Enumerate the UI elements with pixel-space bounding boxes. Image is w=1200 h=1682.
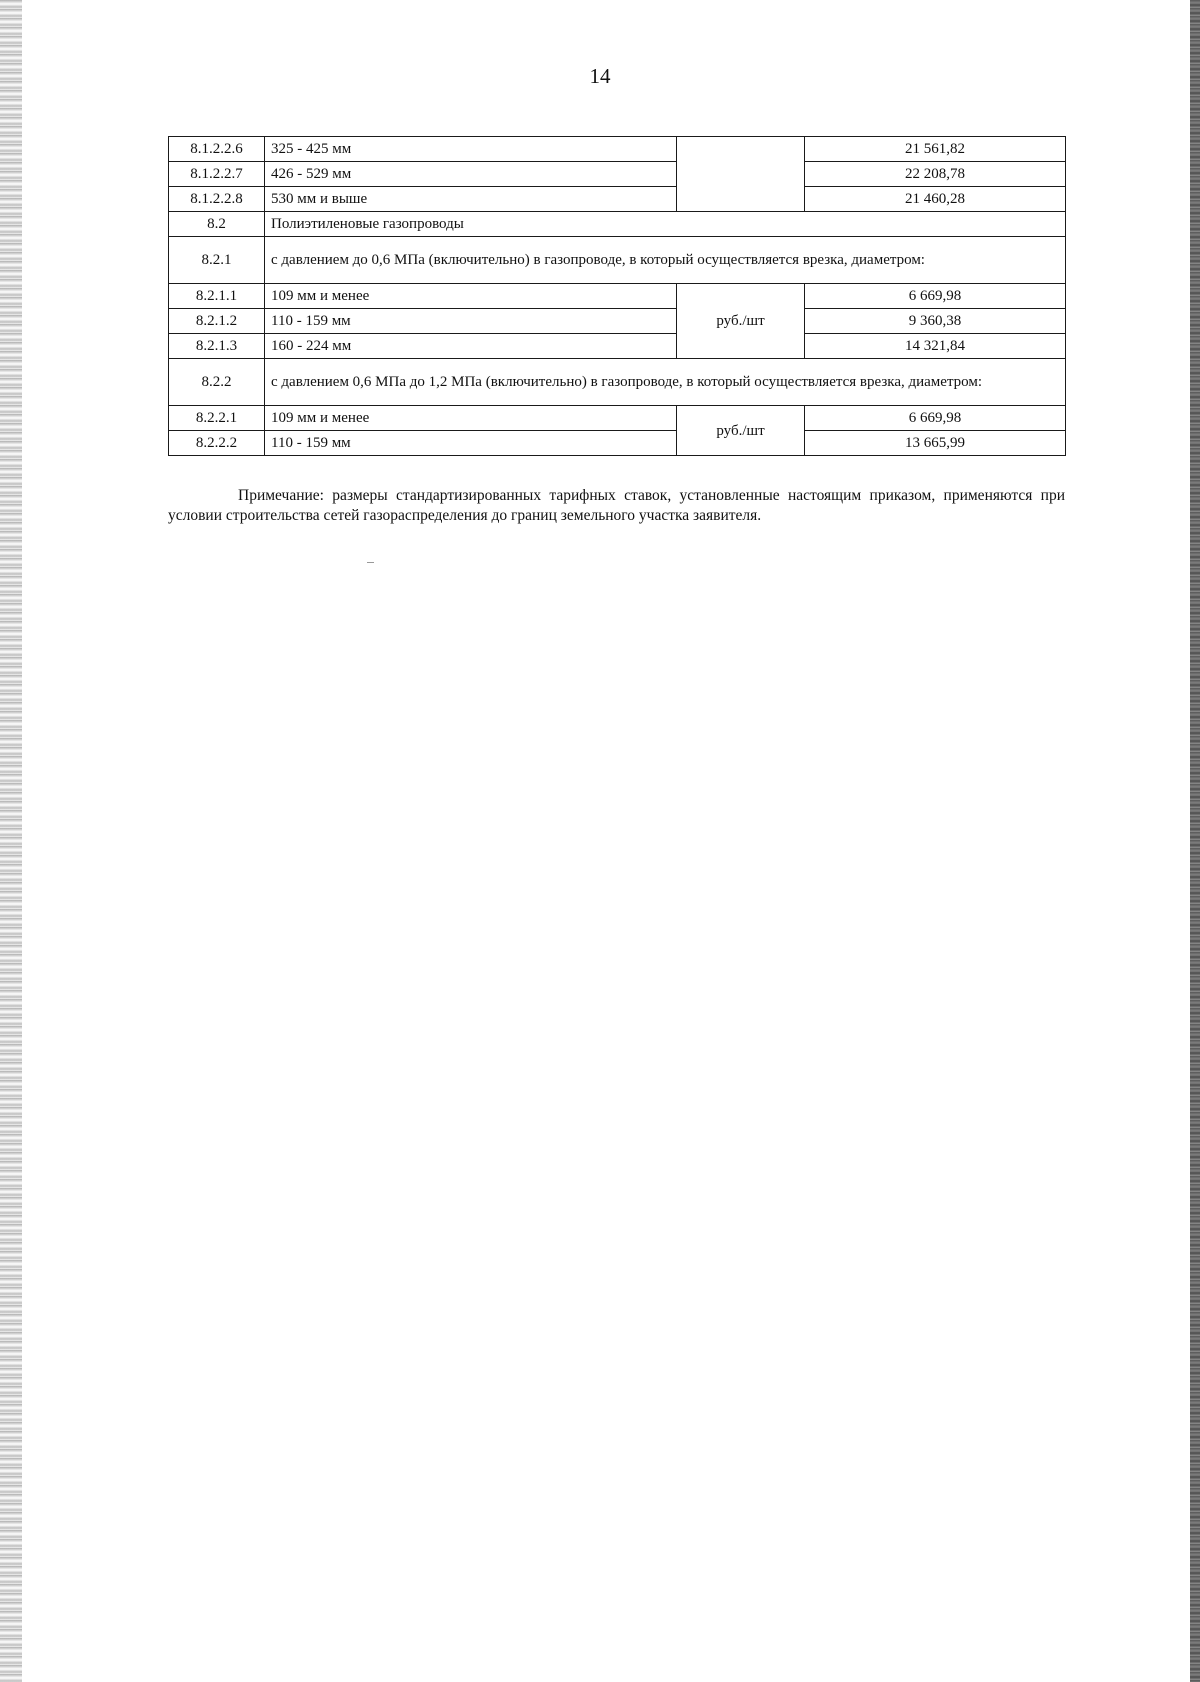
table-row [169, 137, 1066, 162]
row-value: 21 460,28 [805, 187, 1066, 212]
table-row [169, 406, 1066, 431]
section-row-8-2 [169, 212, 1066, 237]
row-code: 8.2.2.1 [169, 406, 265, 431]
row-code: 8.1.2.2.7 [169, 162, 265, 187]
row-value: 22 208,78 [805, 162, 1066, 187]
scan-edge-left [0, 0, 22, 1682]
table-row [169, 431, 1066, 456]
row-unit: руб./шт [677, 284, 805, 359]
page-number: 14 [589, 64, 611, 88]
row-name: 160 - 224 мм [265, 334, 677, 359]
scan-speck [367, 562, 374, 563]
row-value: 6 669,98 [805, 284, 1066, 309]
row-value: 6 669,98 [805, 406, 1066, 431]
row-code: 8.1.2.2.8 [169, 187, 265, 212]
section-row-8-2-2 [169, 359, 1066, 406]
footnote-text: Примечание: размеры стандартизированных тарифных ставок, установленные настоящим приказом, применяются при условии строительства сетей газораспределения до границ земельного участка заявителя. [168, 487, 1065, 524]
row-name: 110 - 159 мм [265, 431, 677, 456]
scan-edge-right [1190, 0, 1200, 1682]
row-code: 8.2.1.2 [169, 309, 265, 334]
section-code: 8.2.1 [169, 237, 265, 284]
row-name: 426 - 529 мм [265, 162, 677, 187]
section-description: с давлением до 0,6 МПа (включительно) в газопроводе, в который осуществляется врезка, диаметром: [265, 237, 1066, 284]
tariff-table [168, 136, 1066, 456]
row-name: 325 - 425 мм [265, 137, 677, 162]
row-code: 8.2.2.2 [169, 431, 265, 456]
section-description: с давлением 0,6 МПа до 1,2 МПа (включительно) в газопроводе, в который осуществляется врезка, диаметром: [265, 359, 1066, 406]
table-row [169, 309, 1066, 334]
section-row-8-2-1 [169, 237, 1066, 284]
section-title: Полиэтиленовые газопроводы [265, 212, 1066, 237]
row-name: 109 мм и менее [265, 406, 677, 431]
row-value: 9 360,38 [805, 309, 1066, 334]
footnote [168, 486, 1065, 526]
row-code: 8.2.1.3 [169, 334, 265, 359]
row-unit-empty [677, 137, 805, 212]
row-code: 8.1.2.2.6 [169, 137, 265, 162]
table-row [169, 334, 1066, 359]
section-code: 8.2.2 [169, 359, 265, 406]
section-code: 8.2 [169, 212, 265, 237]
row-value: 21 561,82 [805, 137, 1066, 162]
table-row [169, 187, 1066, 212]
row-name: 530 мм и выше [265, 187, 677, 212]
row-code: 8.2.1.1 [169, 284, 265, 309]
row-name: 110 - 159 мм [265, 309, 677, 334]
row-unit: руб./шт [677, 406, 805, 456]
table-row [169, 284, 1066, 309]
table-row [169, 162, 1066, 187]
row-value: 14 321,84 [805, 334, 1066, 359]
row-name: 109 мм и менее [265, 284, 677, 309]
row-value: 13 665,99 [805, 431, 1066, 456]
